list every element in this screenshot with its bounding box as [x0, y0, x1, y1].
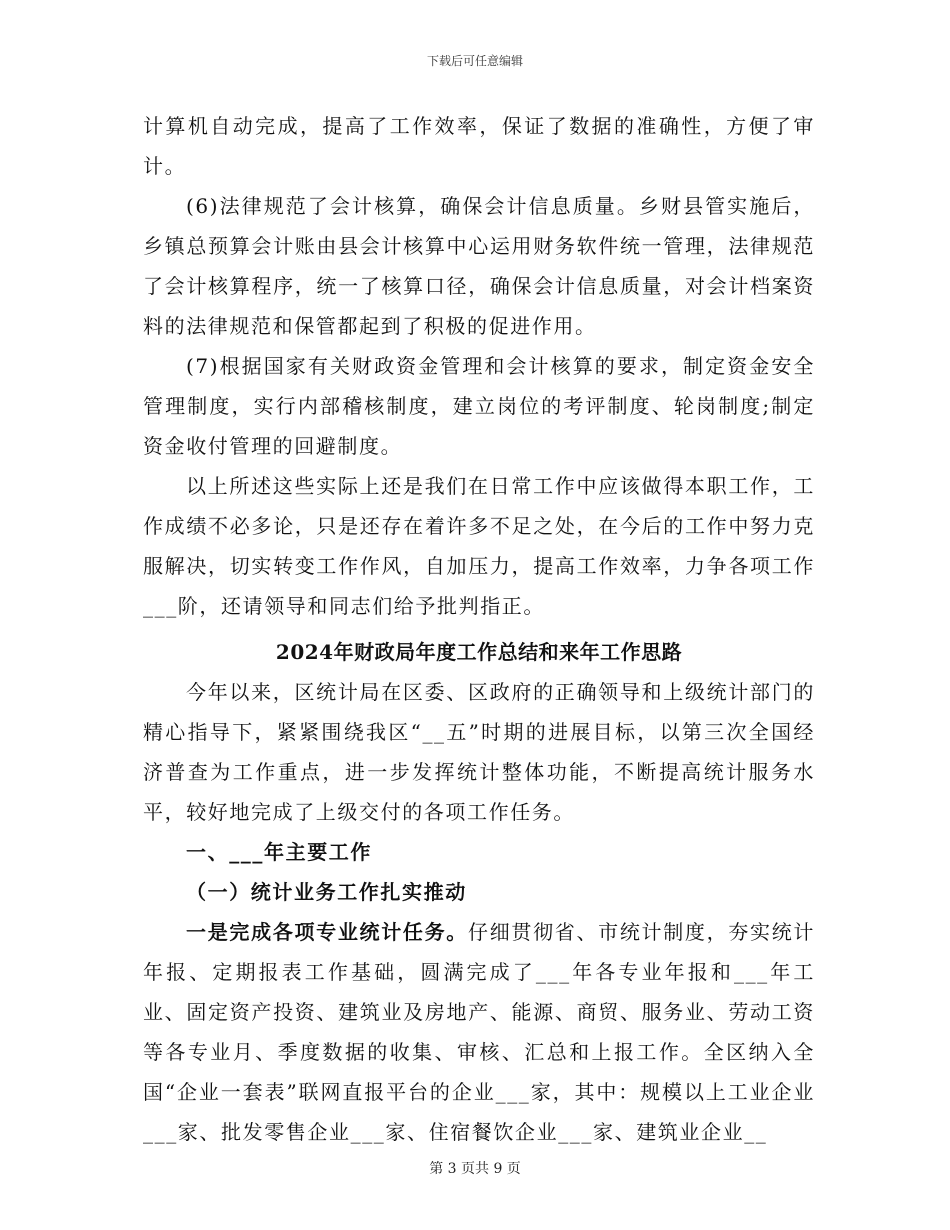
- section-title: 2024年财政局年度工作总结和来年工作思路: [275, 640, 683, 664]
- paragraph-body-text: 仔细贯彻省、市统计制度，夯实统计年报、定期报表工作基础，圆满完成了___年各专业年报和___年工业、固定资产投资、建筑业及房地产、能源、商贸、服务业、劳动工资等各专业月、季度数据的收集、审核、汇总和上报工作。全区纳入全国“企业一套表”联网直报平台的企业___家，其中：规模以上工业企业___家、批发零售企业___家、住宿餐饮企业___家、建筑业企业__: [143, 920, 815, 1144]
- heading-level-1: 一、___年主要工作: [186, 840, 372, 864]
- paragraph-item-7: (7)根据国家有关财政资金管理和会计核算的要求，制定资金安全管理制度，实行内部稽核制度，建立岗位的考评制度、轮岗制度;制定资金收付管理的回避制度。: [143, 354, 815, 458]
- paragraph-intro: 今年以来，区统计局在区委、区政府的正确领导和上级统计部门的精心指导下，紧紧围绕我区“__五”时期的进展目标，以第三次全国经济普查为工作重点，进一步发挥统计整体功能，不断提高统计服务水平，较好地完成了上级交付的各项工作任务。: [143, 680, 815, 824]
- page-footer: 第 3 页共 9 页: [429, 1161, 521, 1177]
- paragraph-item-6: (6)法律规范了会计核算，确保会计信息质量。乡财县管实施后，乡镇总预算会计账由县会计核算中心运用财务软件统一管理，法律规范了会计核算程序，统一了核算口径，确保会计信息质量，对会计档案资料的法律规范和保管都起到了积极的促进作用。: [143, 194, 815, 338]
- paragraph-lead-text: 一是完成各项专业统计任务。: [186, 920, 468, 944]
- heading-level-2: （一）统计业务工作扎实推动: [186, 880, 467, 904]
- paragraph-continuation: 计算机自动完成，提高了工作效率，保证了数据的准确性，方便了审计。: [143, 114, 815, 178]
- document-body: [143, 106, 815, 1152]
- paragraph-task-one: [143, 912, 815, 1152]
- paragraph-conclusion: 以上所述这些实际上还是我们在日常工作中应该做得本职工作，工作成绩不必多论，只是还存在着许多不足之处，在今后的工作中努力克服解决，切实转变工作作风，自加压力，提高工作效率，力争各项工作___阶，还请领导和同志们给予批判指正。: [143, 474, 815, 618]
- page-header: 下载后可任意编辑: [426, 54, 523, 68]
